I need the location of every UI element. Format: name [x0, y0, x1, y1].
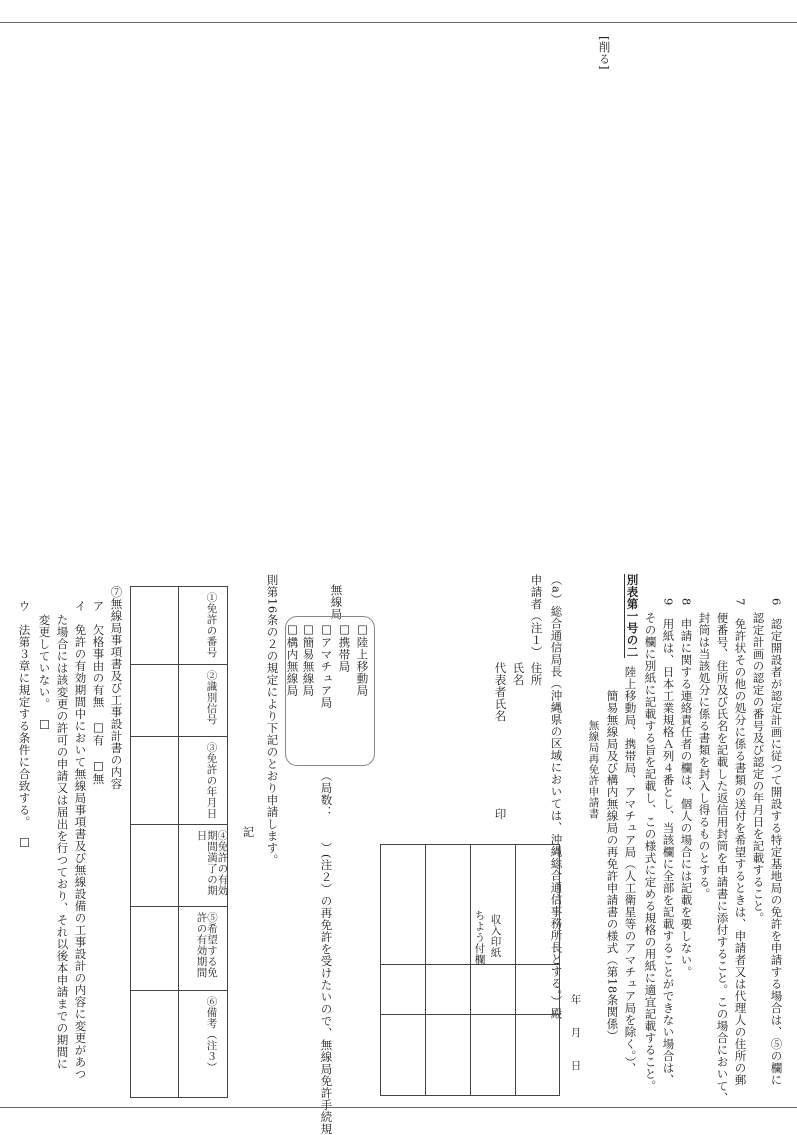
- note-9a: 9 用紙は、日本工業規格Ａ列４番とし、当該欄に全部を記載することができない場合は、: [661, 598, 676, 1086]
- request-text: （局数： ）(注２）の再免許を受けたいので、無線局免許手続規: [319, 770, 334, 1135]
- deleted-marker: [削る]: [597, 36, 612, 70]
- seal-mark: 印: [493, 808, 508, 820]
- bottom-rule: [0, 1107, 797, 1108]
- info-table-col-1: [130, 664, 227, 665]
- stamp-area-label: 収入印紙: [489, 914, 502, 958]
- table-header-5: ⑤希望する免許の有効期間: [195, 912, 218, 978]
- item7-b1: イ 免許の有効期間中において無線局事項書及び無線設備の工事設計の内容に変更があつ: [73, 600, 88, 1080]
- note-8: 8 申請に関する連絡責任者の欄は、個人の場合には記載を要しない。: [679, 598, 694, 978]
- application-title: 無線局再免許申請書: [587, 720, 600, 819]
- item7-c: ウ 法第３章に規定する条件に合致する。 □: [17, 600, 32, 849]
- item7-b2: た場合には該変更の許可の申請又は届出を行つており、それ以後本申請までの期間に: [55, 614, 70, 1070]
- rep-name-label: 代表者氏名: [493, 662, 508, 722]
- info-table-col-2: [130, 736, 227, 737]
- name-label: 氏名: [511, 662, 526, 686]
- stamp-area-col-2: [470, 844, 471, 1095]
- ki-label: 記: [241, 826, 256, 838]
- stamp-area-label2: ちよう付欄: [473, 910, 486, 965]
- table-header-2: ②識別信号: [205, 670, 218, 725]
- item7-title: ⑦無線局事項書及び工事設計書の内容: [109, 586, 124, 790]
- stamp-area-col-1: [425, 844, 426, 1095]
- station-type-5: □構内無線局: [285, 622, 300, 697]
- form-title-text: 陸上移動局、携帯局、アマチュア局（人工衛星等のアマチュア局を除く。）、: [623, 666, 638, 1075]
- table-header-6: ⑥備考（注３）: [205, 996, 218, 1073]
- note-7c: 封筒は当該処分に係る書類を封入し得るものとする。: [697, 612, 712, 900]
- table-header-4: ④免許の有効期間満了の期日: [195, 830, 229, 896]
- station-type-4: □簡易無線局: [301, 622, 316, 697]
- station-type-1: □陸上移動局: [355, 622, 370, 697]
- table-header-1: ①免許の番号: [205, 592, 218, 658]
- request-text2: 則第16条の２の規定により下記のとおり申請します。: [265, 574, 280, 866]
- applicant-label: 申請者（注１）: [529, 574, 544, 658]
- stamp-area-col-3: [515, 844, 516, 1095]
- info-table-col-4: [130, 906, 227, 907]
- item7-a: ア 欠格事由の有無 □有 □無: [91, 600, 106, 785]
- note-6b: 認定計画の認定の番号及び認定の年月日を記載すること。: [751, 612, 766, 924]
- station-type-2: □携帯局: [337, 622, 352, 673]
- table-header-3: ③免許の年月日: [205, 742, 218, 819]
- address-label: 住所: [529, 662, 544, 686]
- station-type-3: □アマチュア局: [319, 622, 334, 709]
- top-rule: [0, 22, 797, 23]
- info-table-col-3: [130, 824, 227, 825]
- stamp-area-row-2: [380, 1014, 559, 1015]
- note-9b: その欄に別紙に記載する旨を記載し、この様式に定める規格の用紙に適宜記載すること。: [643, 612, 658, 1092]
- station-label: 無線局: [329, 584, 344, 620]
- form-title-text2: 簡易無線局及び構内無線局の再免許申請書の様式（第18条関係）: [605, 690, 620, 1042]
- addressee: （a）総合通信局長（沖縄県の区域においては、沖縄総合通信事務所長とする。）殿: [549, 574, 564, 1020]
- note-7b: 便番号、住所及び氏名を記載した返信用封筒を申請書に添付すること。この場合において、: [715, 612, 730, 1104]
- info-table-col-5: [130, 990, 227, 991]
- stamp-area-row-1: [380, 964, 559, 965]
- note-6a: 6 認定開設者が認定計画に従つて開設する特定基地局の免許を申請する場合は、⑤の欄に: [769, 598, 784, 1086]
- info-table-header-divider: [178, 586, 179, 1097]
- form-title-label: 別表第一号の二: [625, 574, 640, 658]
- note-7a: 7 免許状その他の処分に係る書類の送付を希望するときは、申請者又は代理人の住所の郵: [733, 598, 748, 1086]
- date-line: 年 月 日: [569, 994, 582, 1071]
- item7-b3: 変更していない。 □: [37, 614, 52, 731]
